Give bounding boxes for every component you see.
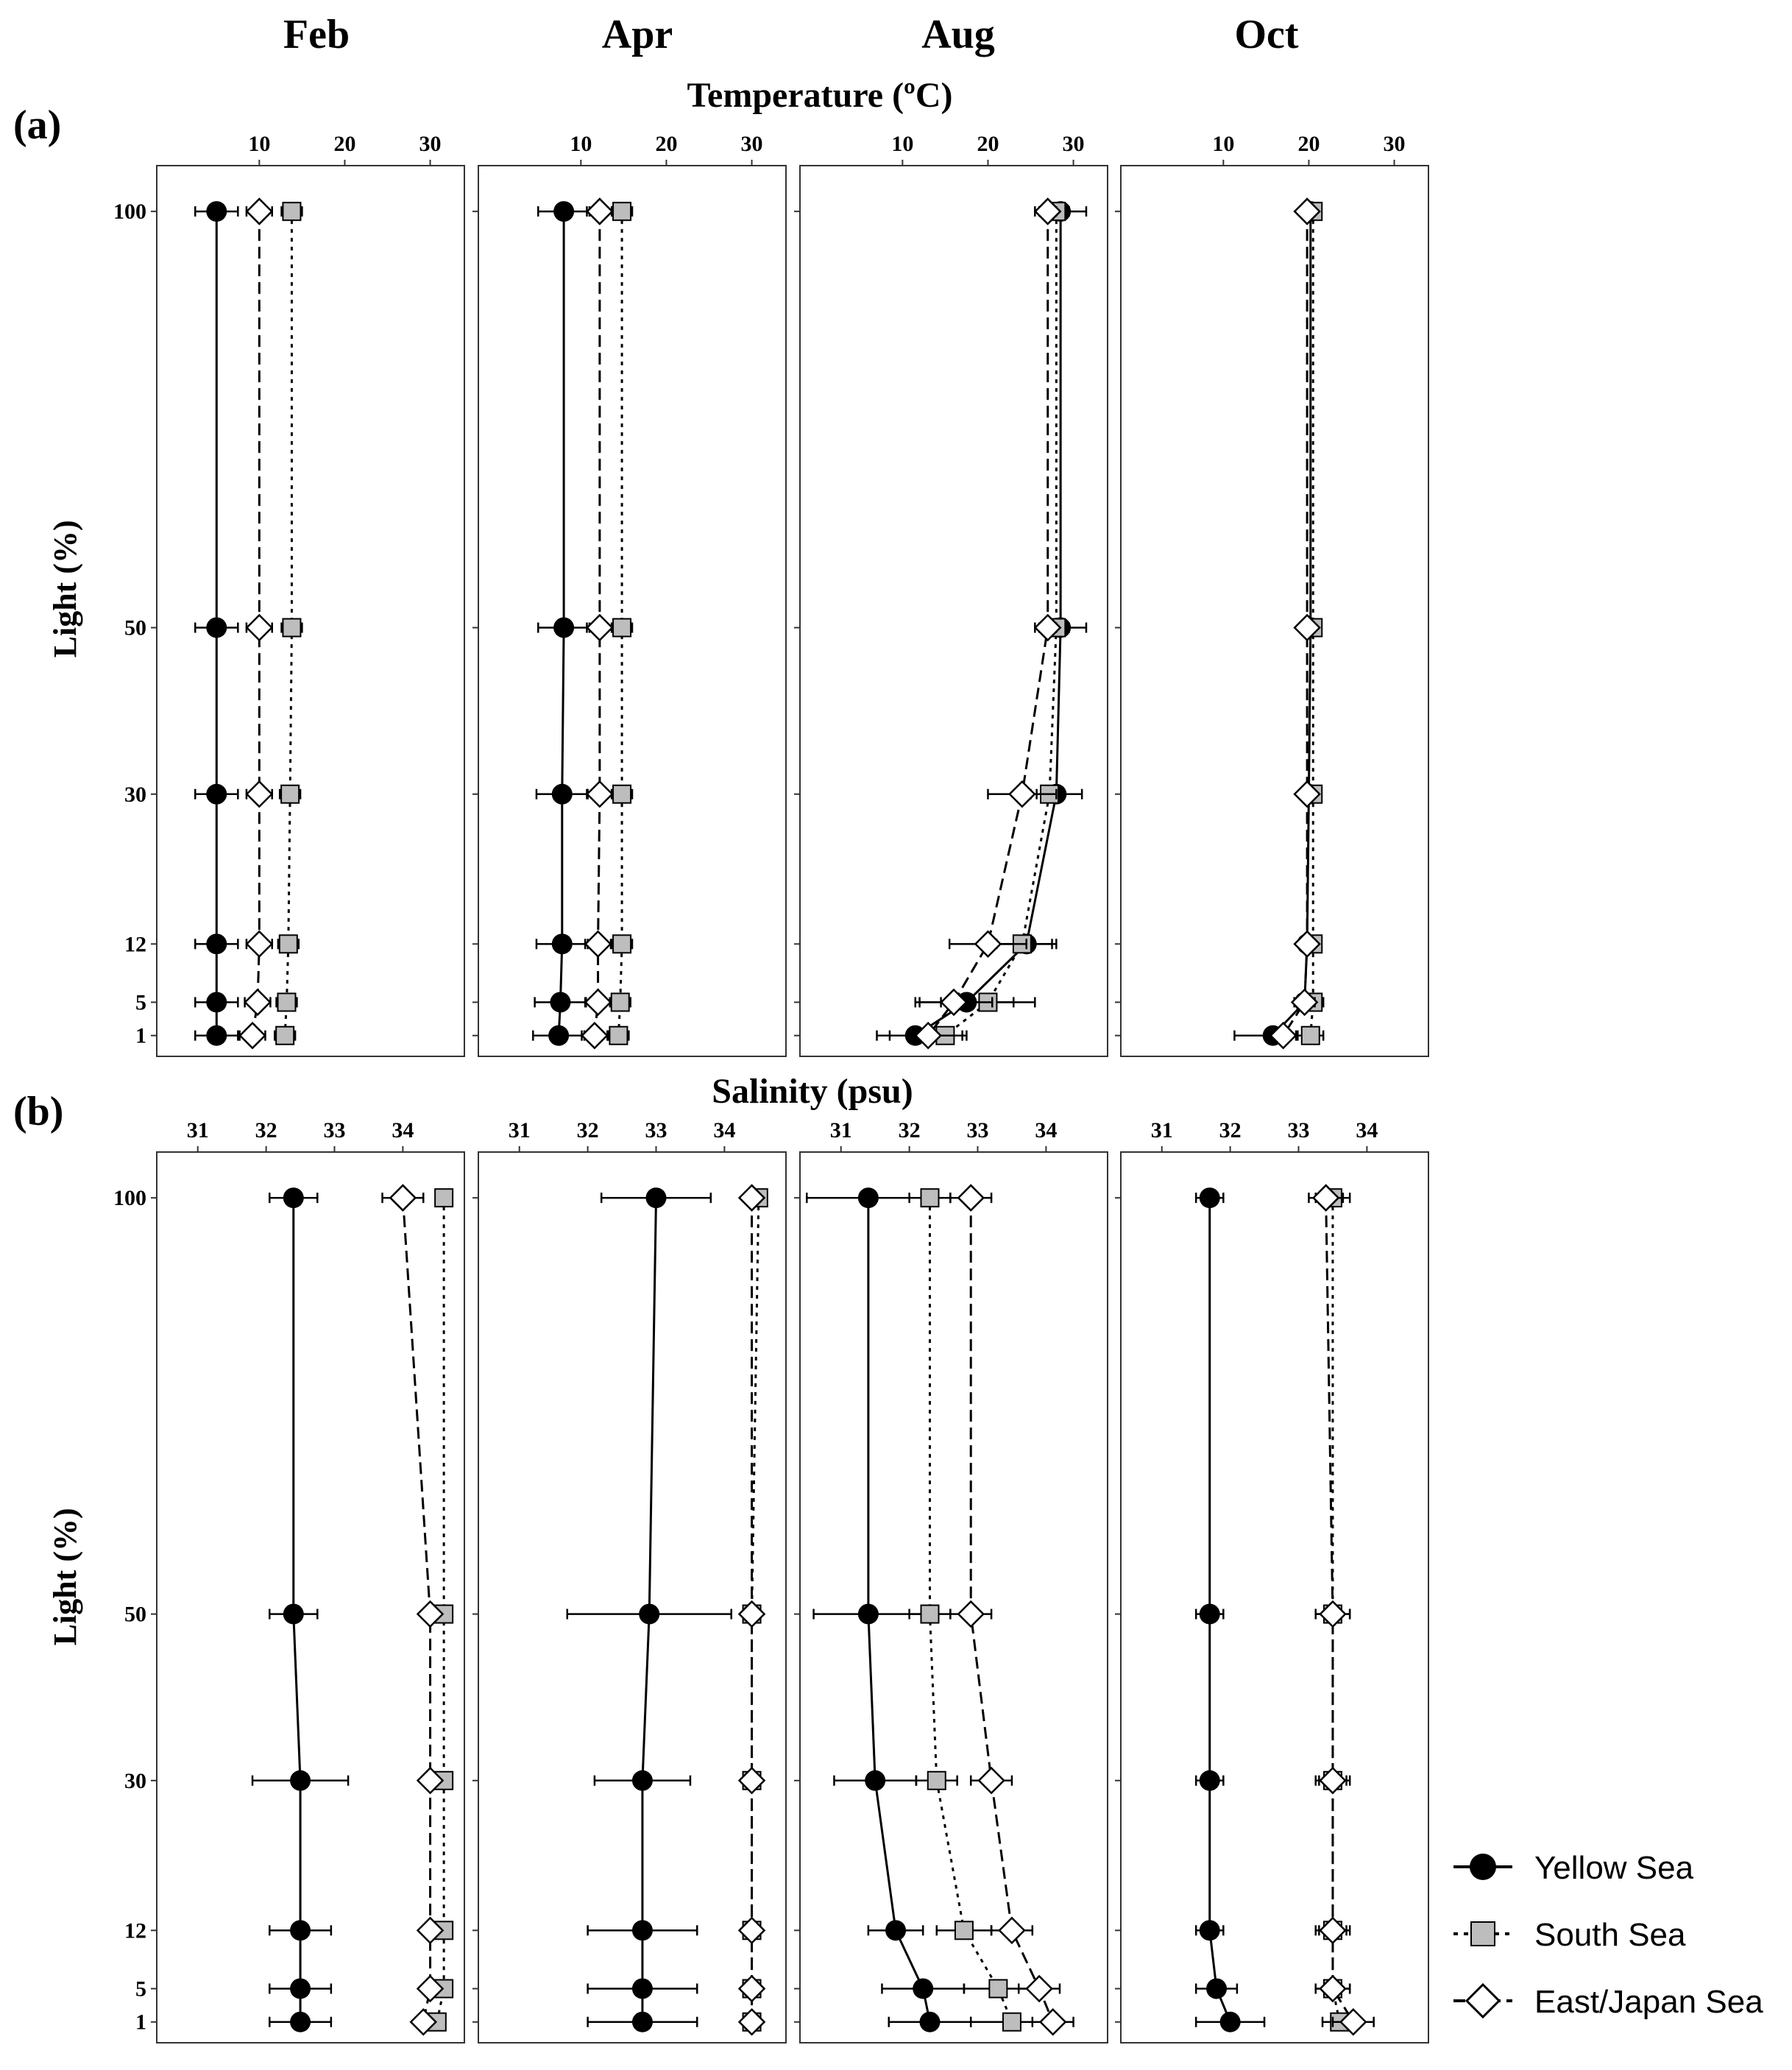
marker-east-japan-sea bbox=[247, 782, 272, 807]
y-axis-label-b: Light (%) bbox=[47, 1508, 83, 1646]
legend bbox=[1453, 1850, 1763, 2020]
marker-yellow-sea bbox=[865, 1770, 885, 1791]
marker-yellow-sea bbox=[885, 1920, 906, 1940]
x-tick-label: 32 bbox=[576, 1118, 599, 1142]
panel-a-apr bbox=[472, 132, 786, 1056]
marker-yellow-sea bbox=[913, 1978, 933, 1999]
marker-east-japan-sea bbox=[247, 615, 272, 640]
marker-south-sea bbox=[280, 935, 297, 953]
y-tick-label: 12 bbox=[124, 932, 146, 957]
marker-east-japan-sea bbox=[245, 989, 270, 1014]
panel-frame bbox=[478, 1152, 786, 2043]
panel-b-aug bbox=[794, 1118, 1108, 2043]
x-tick-label: 33 bbox=[645, 1118, 667, 1142]
marker-east-japan-sea bbox=[1010, 782, 1035, 807]
marker-yellow-sea bbox=[858, 1187, 879, 1208]
marker-south-sea bbox=[435, 1189, 453, 1207]
x-tick-label: 32 bbox=[898, 1118, 921, 1142]
marker-east-japan-sea bbox=[958, 1185, 983, 1210]
y-tick-label: 50 bbox=[124, 615, 146, 640]
temperature-axis-title: Temperature (ºC) bbox=[687, 76, 953, 115]
marker-yellow-sea bbox=[290, 2012, 311, 2032]
marker-east-japan-sea bbox=[1027, 1976, 1052, 2001]
x-tick-label: 34 bbox=[1035, 1118, 1058, 1142]
marker-yellow-sea bbox=[206, 784, 227, 805]
x-tick-label: 10 bbox=[570, 132, 592, 156]
x-tick-label: 30 bbox=[1383, 132, 1406, 156]
marker-east-japan-sea bbox=[247, 931, 272, 956]
panel-frame bbox=[1121, 166, 1428, 1056]
marker-south-sea bbox=[921, 1189, 938, 1207]
x-tick-label: 10 bbox=[1212, 132, 1235, 156]
x-tick-label: 34 bbox=[713, 1118, 736, 1142]
marker-east-japan-sea bbox=[586, 989, 611, 1014]
x-tick-label: 32 bbox=[255, 1118, 277, 1142]
y-tick-label: 100 bbox=[113, 199, 146, 225]
month-header-feb: Feb bbox=[283, 12, 350, 57]
marker-yellow-sea bbox=[550, 992, 570, 1012]
marker-yellow-sea bbox=[552, 933, 573, 954]
marker-south-sea bbox=[281, 785, 299, 803]
marker-yellow-sea bbox=[206, 992, 227, 1012]
legend-east-sea-label: East/Japan Sea bbox=[1534, 1984, 1763, 2020]
panel-label-b: (b) bbox=[13, 1089, 64, 1134]
marker-yellow-sea bbox=[919, 2012, 940, 2032]
marker-east-japan-sea bbox=[247, 199, 272, 224]
legend-south-sea-label: South Sea bbox=[1534, 1917, 1686, 1953]
marker-yellow-sea bbox=[206, 201, 227, 222]
y-tick-label: 30 bbox=[124, 782, 146, 807]
marker-south-sea bbox=[989, 1979, 1007, 1997]
y-tick-label: 50 bbox=[124, 1602, 146, 1627]
series-line-east-japan-sea bbox=[971, 1198, 1052, 2022]
marker-south-sea bbox=[283, 619, 300, 637]
y-tick-label: 5 bbox=[135, 1977, 146, 2002]
x-tick-label: 33 bbox=[323, 1118, 346, 1142]
y-axis-label-a: Light (%) bbox=[47, 520, 83, 658]
panel-frame bbox=[157, 166, 464, 1056]
y-tick-label: 12 bbox=[124, 1918, 146, 1943]
panel-label-a: (a) bbox=[13, 102, 62, 148]
x-tick-label: 31 bbox=[1150, 1118, 1173, 1142]
panel-a-oct bbox=[1115, 132, 1428, 1056]
marker-south-sea bbox=[928, 1772, 946, 1790]
marker-yellow-sea bbox=[1200, 1187, 1220, 1208]
marker-yellow-sea bbox=[290, 1920, 311, 1940]
marker-east-japan-sea bbox=[975, 931, 1000, 956]
marker-yellow-sea bbox=[552, 784, 573, 805]
marker-yellow-sea bbox=[1200, 1770, 1220, 1791]
x-tick-label: 30 bbox=[740, 132, 763, 156]
x-tick-label: 20 bbox=[977, 132, 999, 156]
x-tick-label: 34 bbox=[392, 1118, 414, 1142]
x-tick-label: 31 bbox=[829, 1118, 852, 1142]
month-header-apr: Apr bbox=[601, 12, 673, 57]
series-line-east-japan-sea bbox=[928, 211, 1048, 1036]
marker-yellow-sea bbox=[290, 1978, 311, 1999]
legend-yellow-sea-marker bbox=[1470, 1854, 1496, 1880]
x-tick-label: 30 bbox=[1062, 132, 1085, 156]
marker-east-japan-sea bbox=[582, 1023, 607, 1048]
marker-yellow-sea bbox=[553, 201, 574, 222]
marker-east-japan-sea bbox=[587, 615, 612, 640]
marker-yellow-sea bbox=[858, 1604, 879, 1625]
panel-frame bbox=[1121, 1152, 1428, 2043]
marker-yellow-sea bbox=[553, 618, 574, 638]
marker-east-japan-sea bbox=[586, 931, 611, 956]
marker-south-sea bbox=[921, 1606, 938, 1623]
x-tick-label: 31 bbox=[186, 1118, 209, 1142]
legend-yellow-sea-label: Yellow Sea bbox=[1534, 1850, 1694, 1886]
x-tick-label: 30 bbox=[419, 132, 442, 156]
y-tick-label: 30 bbox=[124, 1768, 146, 1793]
legend-south-sea-marker bbox=[1471, 1922, 1495, 1946]
marker-south-sea bbox=[276, 1027, 294, 1045]
y-tick-label: 1 bbox=[135, 2010, 146, 2035]
marker-yellow-sea bbox=[283, 1604, 304, 1625]
y-tick-label: 5 bbox=[135, 990, 146, 1015]
marker-south-sea bbox=[613, 935, 631, 953]
marker-south-sea bbox=[609, 1027, 627, 1045]
marker-yellow-sea bbox=[206, 1025, 227, 1046]
y-tick-label: 100 bbox=[113, 1186, 146, 1211]
marker-east-japan-sea bbox=[587, 199, 612, 224]
marker-yellow-sea bbox=[1220, 2012, 1241, 2032]
month-header-oct: Oct bbox=[1234, 12, 1299, 57]
marker-yellow-sea bbox=[646, 1187, 667, 1208]
panel-frame bbox=[800, 1152, 1108, 2043]
x-tick-label: 20 bbox=[655, 132, 678, 156]
marker-east-japan-sea bbox=[979, 1768, 1004, 1793]
marker-south-sea bbox=[613, 785, 631, 803]
marker-south-sea bbox=[613, 619, 631, 637]
marker-south-sea bbox=[277, 993, 295, 1011]
marker-east-japan-sea bbox=[240, 1023, 265, 1048]
panel-b-feb bbox=[113, 1118, 464, 2043]
panel-a-feb bbox=[113, 132, 464, 1056]
marker-south-sea bbox=[613, 202, 631, 220]
marker-yellow-sea bbox=[639, 1604, 659, 1625]
marker-south-sea bbox=[1302, 1027, 1320, 1045]
marker-east-japan-sea bbox=[958, 1602, 983, 1627]
marker-south-sea bbox=[612, 993, 629, 1011]
marker-south-sea bbox=[283, 202, 300, 220]
x-tick-label: 20 bbox=[333, 132, 356, 156]
marker-east-japan-sea bbox=[390, 1185, 415, 1210]
marker-yellow-sea bbox=[548, 1025, 569, 1046]
y-tick-label: 1 bbox=[135, 1023, 146, 1048]
marker-yellow-sea bbox=[632, 1770, 653, 1791]
x-tick-label: 10 bbox=[891, 132, 914, 156]
panel-a-aug bbox=[794, 132, 1108, 1056]
legend-east-sea-marker bbox=[1467, 1985, 1499, 2017]
marker-yellow-sea bbox=[206, 618, 227, 638]
marker-yellow-sea bbox=[632, 1920, 653, 1940]
marker-yellow-sea bbox=[1200, 1604, 1220, 1625]
marker-yellow-sea bbox=[283, 1187, 304, 1208]
marker-yellow-sea bbox=[1200, 1920, 1220, 1940]
x-tick-label: 33 bbox=[1287, 1118, 1310, 1142]
x-tick-label: 33 bbox=[966, 1118, 989, 1142]
marker-yellow-sea bbox=[206, 933, 227, 954]
marker-east-japan-sea bbox=[999, 1918, 1024, 1943]
marker-yellow-sea bbox=[290, 1770, 311, 1791]
marker-yellow-sea bbox=[632, 2012, 653, 2032]
panel-frame bbox=[478, 166, 786, 1056]
panel-b-oct bbox=[1115, 1118, 1428, 2043]
salinity-axis-title: Salinity (psu) bbox=[712, 1072, 913, 1111]
x-tick-label: 20 bbox=[1297, 132, 1320, 156]
x-tick-label: 31 bbox=[508, 1118, 531, 1142]
marker-south-sea bbox=[1003, 2013, 1021, 2031]
marker-yellow-sea bbox=[632, 1978, 653, 1999]
marker-east-japan-sea bbox=[1041, 2010, 1066, 2035]
marker-south-sea bbox=[955, 1921, 973, 1939]
panel-b-apr bbox=[472, 1118, 786, 2043]
x-tick-label: 34 bbox=[1356, 1118, 1378, 1142]
x-tick-label: 10 bbox=[248, 132, 271, 156]
marker-east-japan-sea bbox=[587, 782, 612, 807]
month-header-aug: Aug bbox=[921, 12, 995, 57]
panel-frame bbox=[157, 1152, 464, 2043]
marker-yellow-sea bbox=[1206, 1978, 1227, 1999]
x-tick-label: 32 bbox=[1219, 1118, 1242, 1142]
